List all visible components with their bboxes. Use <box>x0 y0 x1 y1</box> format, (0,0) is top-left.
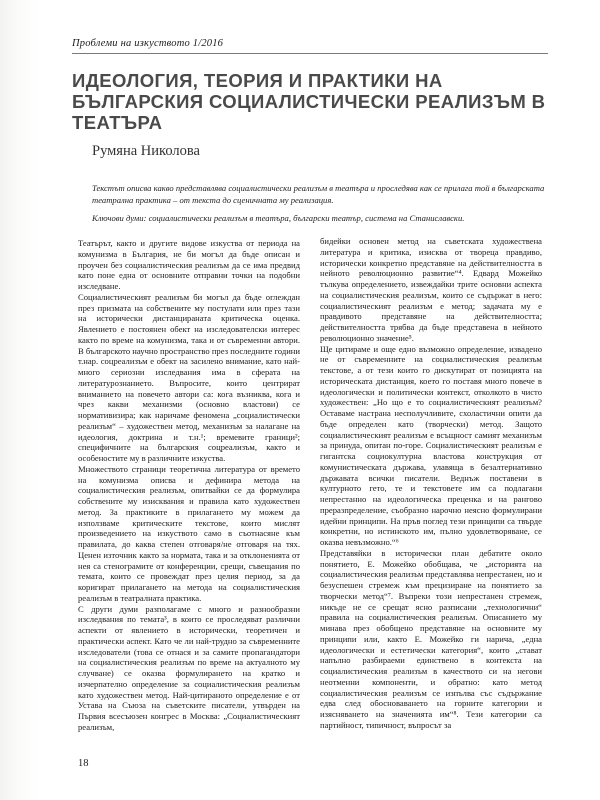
paragraph: Театърът, както и другите видове изкуства от периода на комунизма в България, не би могъл да бъде описан и проучен без социалистическия реализъм да се има предвид като поне една от основните отправни точки на подобни изследване. <box>78 238 300 291</box>
left-text-column <box>78 238 300 733</box>
running-header: Проблеми на изкуството 1/2016 <box>72 38 224 49</box>
right-text-column <box>320 236 542 731</box>
paragraph: Социалистическият реализъм би могъл да бъде оглеждан през призмата на собствените му постулати или през тази на исторически дистанцираната критическа оценка. Явлението е постоянен обект на изследователски интерес както по време на комунизма, така и от съвременни автори. В българското научно пространство през последните години т.нар. соцреализъм е обект на засилено внимание, като най-много сериозни изследвания има в сферата на литературознанието. Въпросите, които центрират вниманието на повечето автори са: кога възниква, кога и чрез какви механизми (основно властови) се нормативизира; как наричаме феномена „социалистически реализъм“ – художествен метод, механизъм за налагане на идеология, доктрина и т.н.¹; времевите граници²; специфичните на българския соцреализъм, както и особеностите му в различните изкуства. <box>78 291 300 463</box>
paragraph: Множеството страници теоретична литература от времето на комунизма описва и дефинира метода на социалистическия реализъм, опитвайки се да формулира собствените му изисквания и правила като художествен метод. За практиките в прилагането му можем да използваме критическите текстове, които мислят произведението на изкуството само в съотнасяне към правилата, до каква степен отговаря/не отговаря на тях. Ценен източник както за нормата, така и за отклоненията от нея са стенограмите от конференции, срещи, съвещания по темата, които се провеждат през целия период, за да коригират прилагането на метода на социалистическия реализъм в театралната практика. <box>78 463 300 603</box>
paragraph: Ще цитираме и още едно възможно определение, извадено не от съвременните на социалистическия реализъм текстове, а от тези които го дискутират от позицията на историческата дистанция, което го поставя много повече в идеологически и политически контекст, отколкото в чисто художествен: „Но що е то социалистическият реализъм? Оставаме настрана несполучливите, схоластични опити да бъде определен като (творчески) метод. Защото социалистическият реализъм е всъщност самият механизъм за принуда, опитан по-горе. Социалистическият реализъм е гигантска социокултурна властова конструкция от комунистическата държава, улавяща в безалтернативно държавата всички писатели. Веднъж поставени в културното гето, те и текстовете им са подлагани непрестанно на идеологическа преценка и на рангово преразпределение, съобразно нарочно неясно формулирани идейни принципи. На пръв поглед тези принципи са твърде конкретни, но истинското им, пълно удовлетворяване, се оказва невъзможно.“⁶ <box>320 343 542 547</box>
paragraph: Представяйки в исторически план дебатите около понятието, Е. Можейко обобщава, че „историята на социалистическия реализъм представлява непрестанен, но и безуспешен стремеж към прецизиране на понятието за творчески метод“⁷. Въпреки този непрестанен стремеж, никъде не се срещат ясно разписани „технологични“ правила на социалистическия реализъм. Описанието му минава през обобщено представяне на основните му принципи или, както Е. Можейко ги нарича, „една идеологически и естетически категория“, които „стават напълно разбираеми единствено в контекста на социалистическия реализъм в качеството си на негови неотменни компоненти, и обратно: като метод социалистическия реализъм се изпълва със съдържание едва след обосноваването на горните категории и изясняването на значенията им“⁸. Тези категории са партийност, типичност, въпросът за <box>320 547 542 730</box>
article-abstract: Текстът описва какво представлява социалистически реализъм в театъра и проследява как се прилага той в българската театрална практика – от текста до сценичната му реализация. <box>92 183 545 205</box>
article-keywords: Ключови думи: социалистически реализъм в театъра, български театър, система на Станиславски. <box>92 213 465 223</box>
page-number: 18 <box>78 758 89 769</box>
article-author: Румяна Николова <box>92 143 200 159</box>
header-rule <box>72 53 548 54</box>
paragraph: бидейки основен метод на съветската художествена литература и критика, изисква от твореца правдиво, исторически конкретно представяне на действителността в нейното революционно развитие“⁴. Едвард Можейко тълкува определението, извеждайки трите основни аспекта на социалистическия реализъм, които се съдържат в него: социалистическият реализъм е метод; задачата му е правдивото представяне на действителността; действителността трябва да бъде представена в нейното революционно значение⁵. <box>320 236 542 343</box>
article-title: ИДЕОЛОГИЯ, ТЕОРИЯ И ПРАКТИКИ НА БЪЛГАРСКИЯ СОЦИАЛИСТИЧЕСКИ РЕАЛИЗЪМ В ТЕАТЪРА <box>72 70 546 133</box>
paragraph: С други думи разполагаме с много и разнообразни изследвания по темата³, в които се проследяват различни аспекти от явлението в исторически, теоретичен и практически аспект. Като че ли най-трудно за съвременните изследователи (това се отнася и за самите пропагандатори на социалистическия реализъм по време на актуалното му случване) се оказва формулирането на кратко и изчерпателно определение за социалистическия реализъм като художествен метод. Най-цитираното определение е от Устава на Съюза на съветските писатели, утвърден на Първия всесъюзен конгрес в Москва: „Социалистическият реализъм, <box>78 603 300 732</box>
